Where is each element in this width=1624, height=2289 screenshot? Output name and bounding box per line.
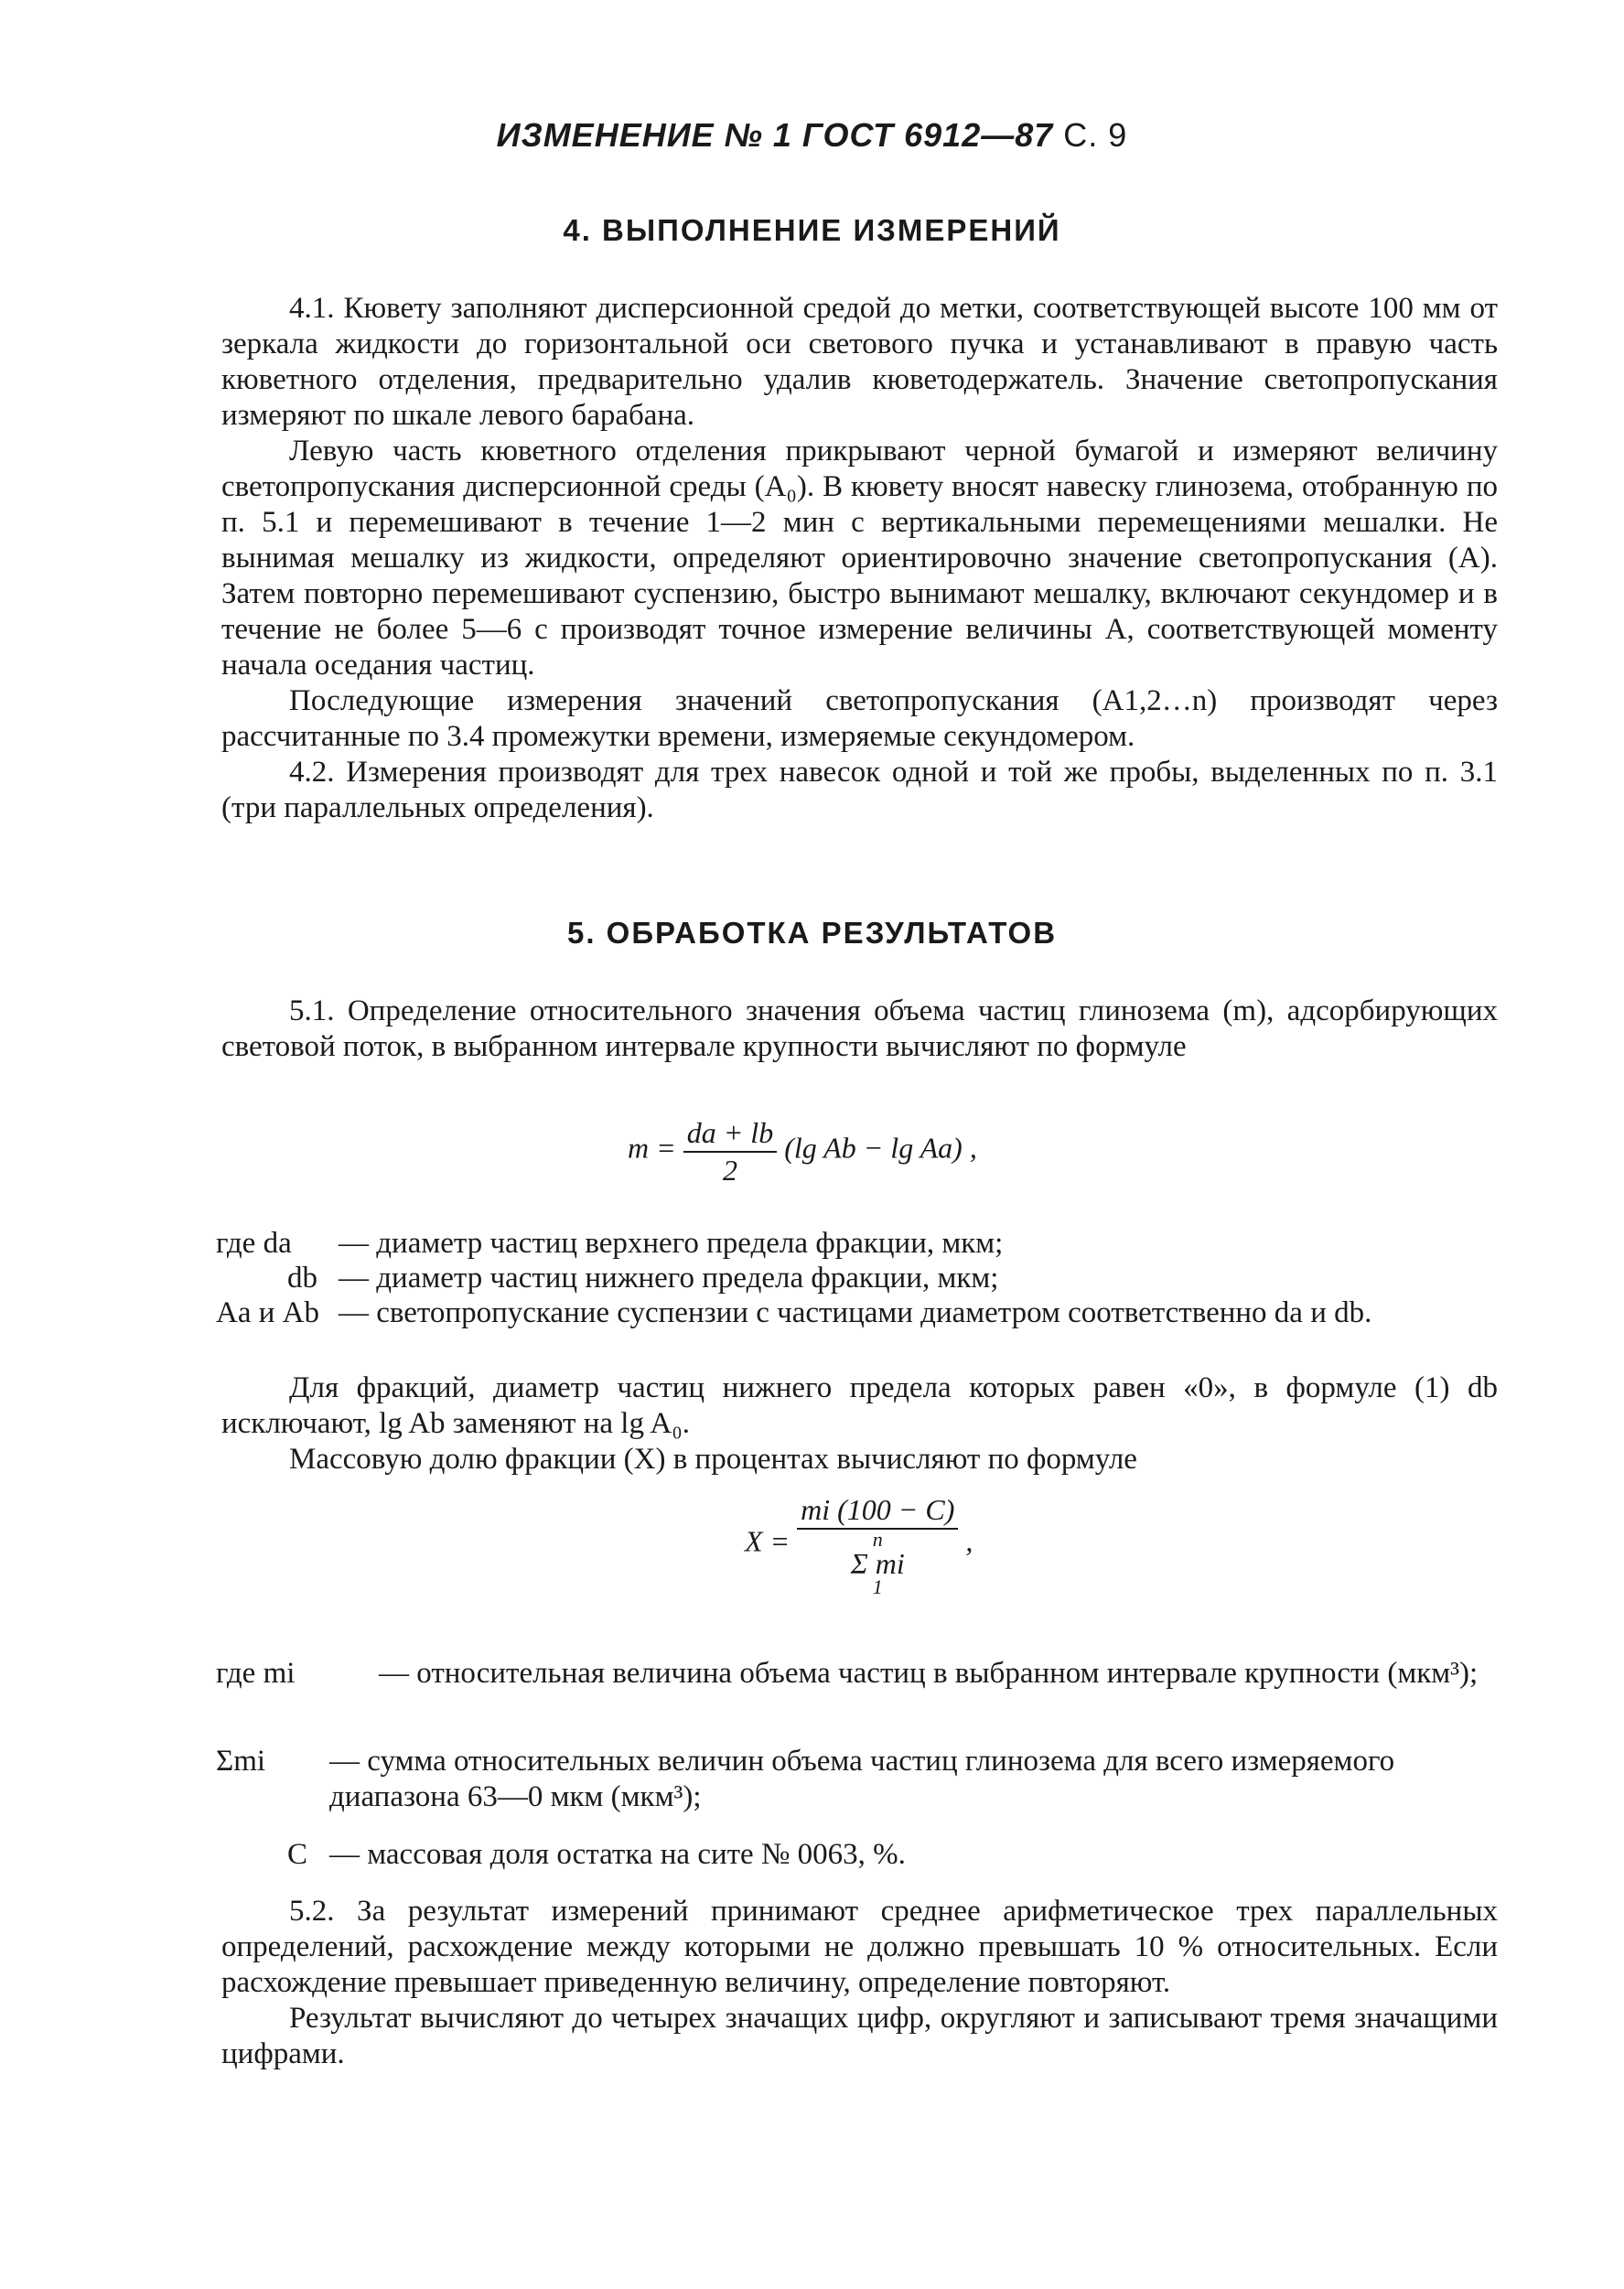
definition-text: — диаметр частиц нижнего предела фракции, мкм; [339,1262,999,1295]
definition-text: — диаметр частиц верхнего предела фракции, мкм; [339,1227,1004,1260]
formula-2-lhs: X = [745,1524,790,1558]
section-5-intro [221,994,1498,1065]
paragraph-4-1: 4.1. Кювету заполняют дисперсионной средой до метки, соответствующей высоте 100 мм от зеркала жидкости до горизонтальной оси светового пучка и устанавливают в правую часть кюветного отделения, предварительно удалив кюветодержатель. Значение светопропускания измеряют по шкале левого барабана. [221,292,1498,432]
formula-1 [628,1114,977,1187]
paragraph-4-2: 4.2. Измерения производят для трех навесок одной и той же пробы, выделенных по п. 3.1 (три параллельных определения). [221,756,1498,824]
formula-2 [745,1491,973,1597]
paragraph-rounding: Результат вычисляют до четырех значащих цифр, округляют и записывают тремя значащими цифрами. [221,2002,1498,2070]
paragraph-5-1: 5.1. Определение относительного значения объема частиц глинозема (m), адсорбирующих световой поток, в выбранном интервале крупности вычисляют по формуле [221,994,1498,1063]
paragraph-4-1-b: Левую часть кюветного отделения прикрывают черной бумагой и измеряют величину светопропускания дисперсионной среды (A₀). В кювету вносят навеску глинозема, отобранную по п. 5.1 и перемешивают в течение 1—2 мин с вертикальными перемещениями мешалки. Не вынимая мешалку из жидкости, определяют ориентировочно значение светопропускания (A). Затем повторно перемешивают суспензию, быстро вынимают мешалку, включают секундомер и в течение не более 5—6 с производят точное измерение величины A, соответствующей моменту начала оседания частиц. [221,435,1498,682]
definition-text: — относительная величина объема частиц в выбранном интервале крупности (мкм³); [379,1657,1479,1690]
section-5-end [221,1894,1498,2072]
definition-symbol: где da [216,1227,292,1260]
paragraph-fractions-zero: Для фракций, диаметр частиц нижнего предела которых равен «0», в формуле (1) db исключают, lg Ab заменяют на lg A₀. [221,1371,1498,1440]
definition-symbol: где mi [216,1657,296,1690]
paragraph-5-2: 5.2. За результат измерений принимают среднее арифметическое трех параллельных определений, расхождение между которыми не должно превышать 10 % относительных. Если расхождение превышает приведенную величину, определение повторяют. [221,1895,1498,1999]
section-5-mid [221,1370,1498,1478]
formula-2-tail: , [965,1524,973,1558]
definition-symbol: Aa и Ab [216,1296,319,1329]
formula-2-fraction [797,1491,958,1597]
paragraph-mass-fraction: Массовую долю фракции (X) в процентах вычисляют по формуле [289,1443,1137,1476]
header-title: ИЗМЕНЕНИЕ № 1 ГОСТ 6912—87 [496,116,1054,154]
definition-symbol: Σmi [216,1745,266,1778]
page-number: С. 9 [1063,116,1128,154]
definition-text: — светопропускание суспензии с частицами диаметром соответственно da и db. [339,1296,1372,1329]
paragraph-4-1-c: Последующие измерения значений светопропускания (A1,2…n) производят через рассчитанные по 3.4 промежутки времени, измеряемые секундомером. [221,684,1498,753]
formula-1-numerator: da + lb [683,1114,777,1153]
section-5-heading: 5. ОБРАБОТКА РЕЗУЛЬТАТОВ [566,916,1058,950]
formula-2-denominator: Σ mi [850,1547,905,1580]
formula-2-sum-lower: 1 [872,1575,883,1598]
definition-symbol: db [287,1262,317,1295]
definition-text: — сумма относительных величин объема частиц глинозема для всего измеряемого диапазона 63—0 мкм (мкм³); [329,1745,1395,1813]
definition-symbol: C [287,1838,308,1871]
formula-1-rhs: (lg Ab − lg Aa) , [784,1131,977,1165]
formula-1-lhs: m = [628,1131,676,1165]
formula-1-fraction [683,1114,777,1187]
formula-1-denominator: 2 [722,1154,737,1187]
page-header [0,117,1624,153]
formula-2-sum-upper: n [872,1528,883,1551]
formula-2-numerator: mi (100 − C) [797,1491,958,1530]
section-4-body [221,291,1498,826]
section-4-heading: 4. ВЫПОЛНЕНИЕ ИЗМЕРЕНИЙ [563,213,1061,247]
definition-text: — массовая доля остатка на сите № 0063, %. [329,1838,906,1871]
